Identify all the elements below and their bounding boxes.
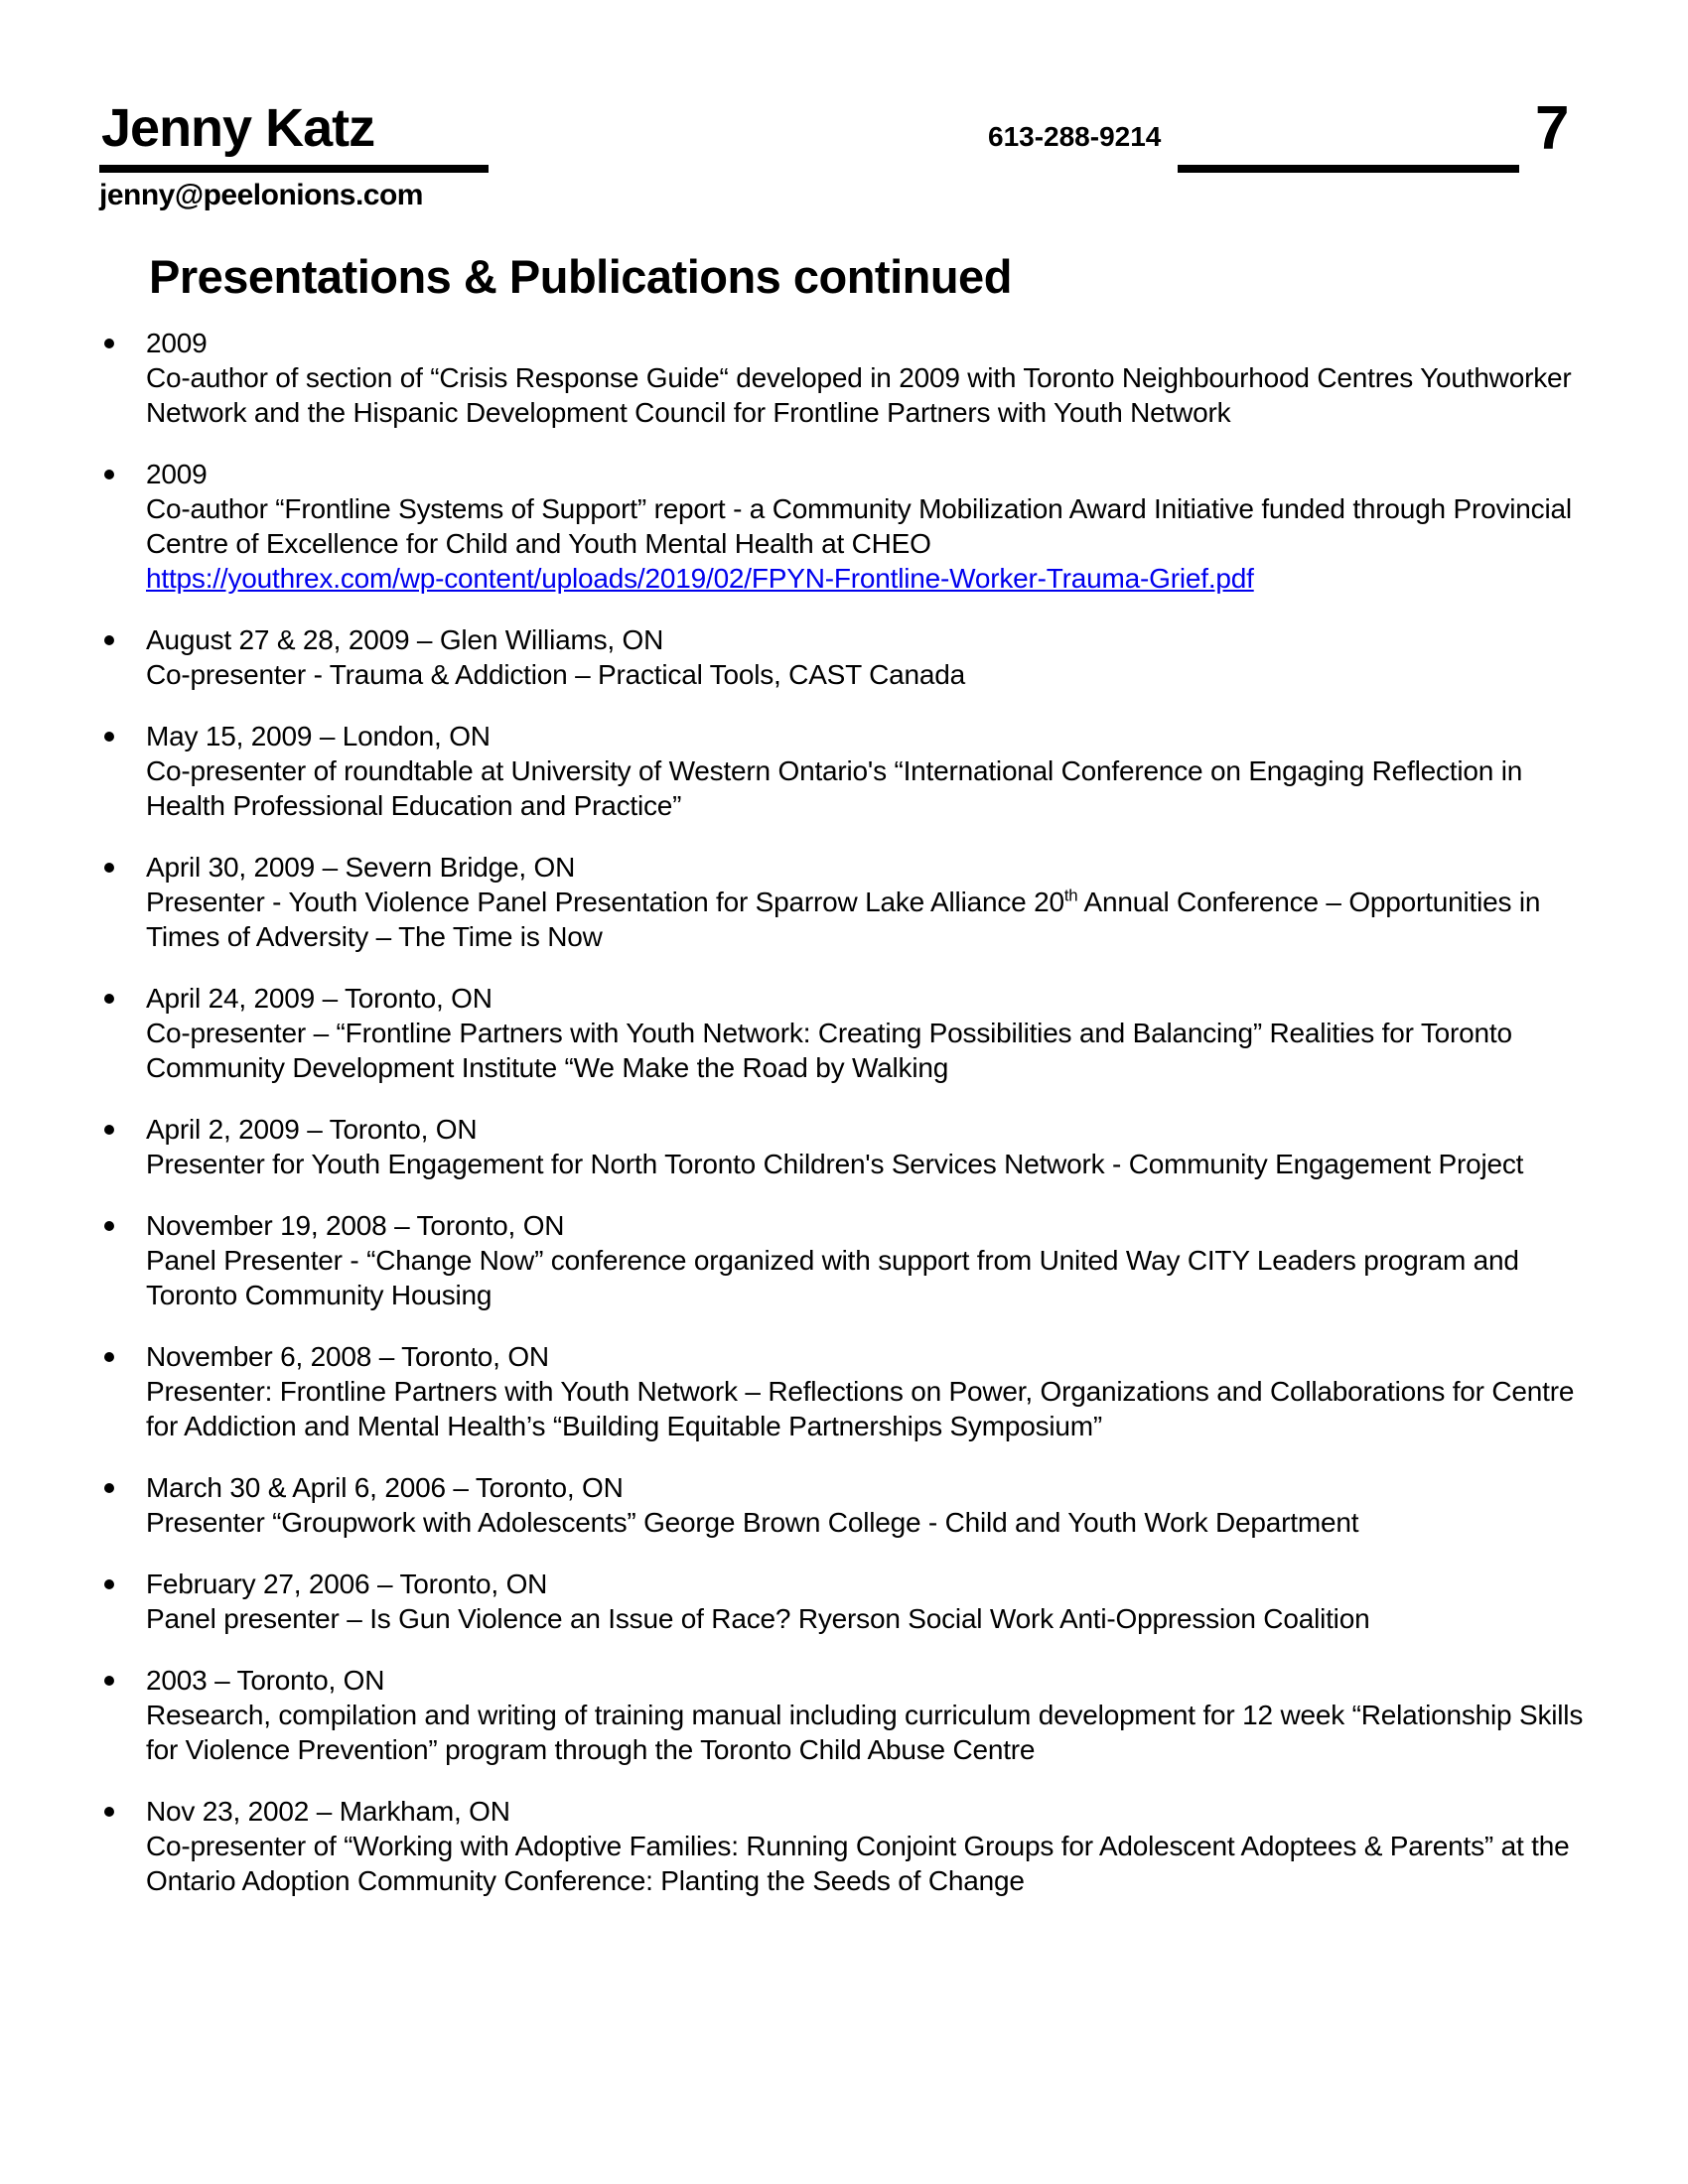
bullet-icon: [104, 863, 114, 873]
entry-description: Panel Presenter - “Change Now” conference organized with support from United Way CITY Leaders program and Toronto Community Housing: [146, 1245, 1519, 1310]
entry-date: November 6, 2008 – Toronto, ON: [146, 1341, 549, 1372]
entry-description: Research, compilation and writing of training manual including curriculum development for 12 week “Relationship Skills for Violence Prevention” program through the Toronto Child Abuse Centre: [146, 1700, 1584, 1765]
entry-date: May 15, 2009 – London, ON: [146, 721, 491, 751]
entry-item: [104, 457, 1596, 596]
entry-description: Co-author of section of “Crisis Response Guide“ developed in 2009 with Toronto Neighbourhood Centres Youthworker Network and the Hispanic Development Council for Frontline Partners with Youth Network: [146, 362, 1572, 428]
entry-item: [104, 1339, 1596, 1443]
entry-description: Presenter: Frontline Partners with Youth Network – Reflections on Power, Organizations and Collaborations for Centre for Addiction and Mental Health’s “Building Equitable Partnerships Symposium”: [146, 1376, 1575, 1441]
entry-item: [104, 1208, 1596, 1312]
bullet-icon: [104, 994, 114, 1004]
entry-date: March 30 & April 6, 2006 – Toronto, ON: [146, 1472, 624, 1503]
bullet-icon: [104, 339, 114, 348]
entry-item: [104, 1567, 1596, 1636]
entry-date: April 2, 2009 – Toronto, ON: [146, 1114, 478, 1145]
entry-item: [104, 850, 1596, 954]
entry-date: February 27, 2006 – Toronto, ON: [146, 1569, 548, 1599]
bullet-icon: [104, 635, 114, 645]
person-name: Jenny Katz: [101, 98, 375, 158]
bullet-icon: [104, 1579, 114, 1589]
phone-underline: [1178, 165, 1519, 173]
page-number: 7: [1535, 94, 1570, 163]
entry-description: Co-presenter of “Working with Adoptive Families: Running Conjoint Groups for Adolescent Adoptees & Parents” at the Ontario Adoption Community Conference: Planting the Seeds of Change: [146, 1831, 1570, 1896]
entry-description: Co-presenter - Trauma & Addiction – Practical Tools, CAST Canada: [146, 659, 966, 690]
entry-item: [104, 981, 1596, 1085]
entry-date: 2009: [146, 328, 208, 358]
entry-date: 2009: [146, 459, 208, 489]
entry-description: Presenter - Youth Violence Panel Presentation for Sparrow Lake Alliance 20th Annual Conference – Opportunities in Times of Adversity – The Time is Now: [146, 886, 1541, 952]
entry-description: Co-presenter – “Frontline Partners with Youth Network: Creating Possibilities and Balancing” Realities for Toronto Community Development Institute “We Make the Road by Walking: [146, 1018, 1512, 1083]
entry-item: [104, 622, 1596, 692]
entry-description: Panel presenter – Is Gun Violence an Issue of Race? Ryerson Social Work Anti-Oppression Coalition: [146, 1603, 1370, 1634]
bullet-icon: [104, 1807, 114, 1817]
phone-number: 613-288-9214: [988, 121, 1162, 152]
entry-description: Presenter for Youth Engagement for North Toronto Children's Services Network - Community Engagement Project: [146, 1149, 1524, 1179]
entry-item: [104, 1470, 1596, 1540]
entry-date: August 27 & 28, 2009 – Glen Williams, ON: [146, 624, 664, 655]
bullet-icon: [104, 732, 114, 742]
entry-date: November 19, 2008 – Toronto, ON: [146, 1210, 565, 1241]
entry-link[interactable]: https://youthrex.com/wp-content/uploads/2019/02/FPYN-Frontline-Worker-Trauma-Grief.pdf: [146, 563, 1254, 594]
section-title: Presentations & Publications continued: [149, 250, 1012, 303]
bullet-icon: [104, 1483, 114, 1493]
entry-date: 2003 – Toronto, ON: [146, 1665, 385, 1696]
entry-date: Nov 23, 2002 – Markham, ON: [146, 1796, 510, 1827]
entry-item: [104, 326, 1596, 430]
email-text: jenny@peelonions.com: [99, 179, 423, 211]
bullet-icon: [104, 470, 114, 479]
entry-item: [104, 719, 1596, 823]
bullet-icon: [104, 1221, 114, 1231]
entry-item: [104, 1794, 1596, 1898]
entry-description: Co-author “Frontline Systems of Support” report - a Community Mobilization Award Initiative funded through Provincial Centre of Excellence for Child and Youth Mental Health at CHEO: [146, 493, 1572, 559]
entry-item: [104, 1112, 1596, 1181]
entry-date: April 24, 2009 – Toronto, ON: [146, 983, 492, 1014]
entries-list: [104, 326, 1596, 1925]
entry-date: April 30, 2009 – Severn Bridge, ON: [146, 852, 576, 883]
entry-description: Presenter “Groupwork with Adolescents” George Brown College - Child and Youth Work Department: [146, 1507, 1359, 1538]
entry-item: [104, 1663, 1596, 1767]
entry-description: Co-presenter of roundtable at University of Western Ontario's “International Conference on Engaging Reflection in Health Professional Education and Practice”: [146, 755, 1523, 821]
bullet-icon: [104, 1125, 114, 1135]
bullet-icon: [104, 1352, 114, 1362]
bullet-icon: [104, 1676, 114, 1686]
name-underline: [99, 165, 489, 173]
